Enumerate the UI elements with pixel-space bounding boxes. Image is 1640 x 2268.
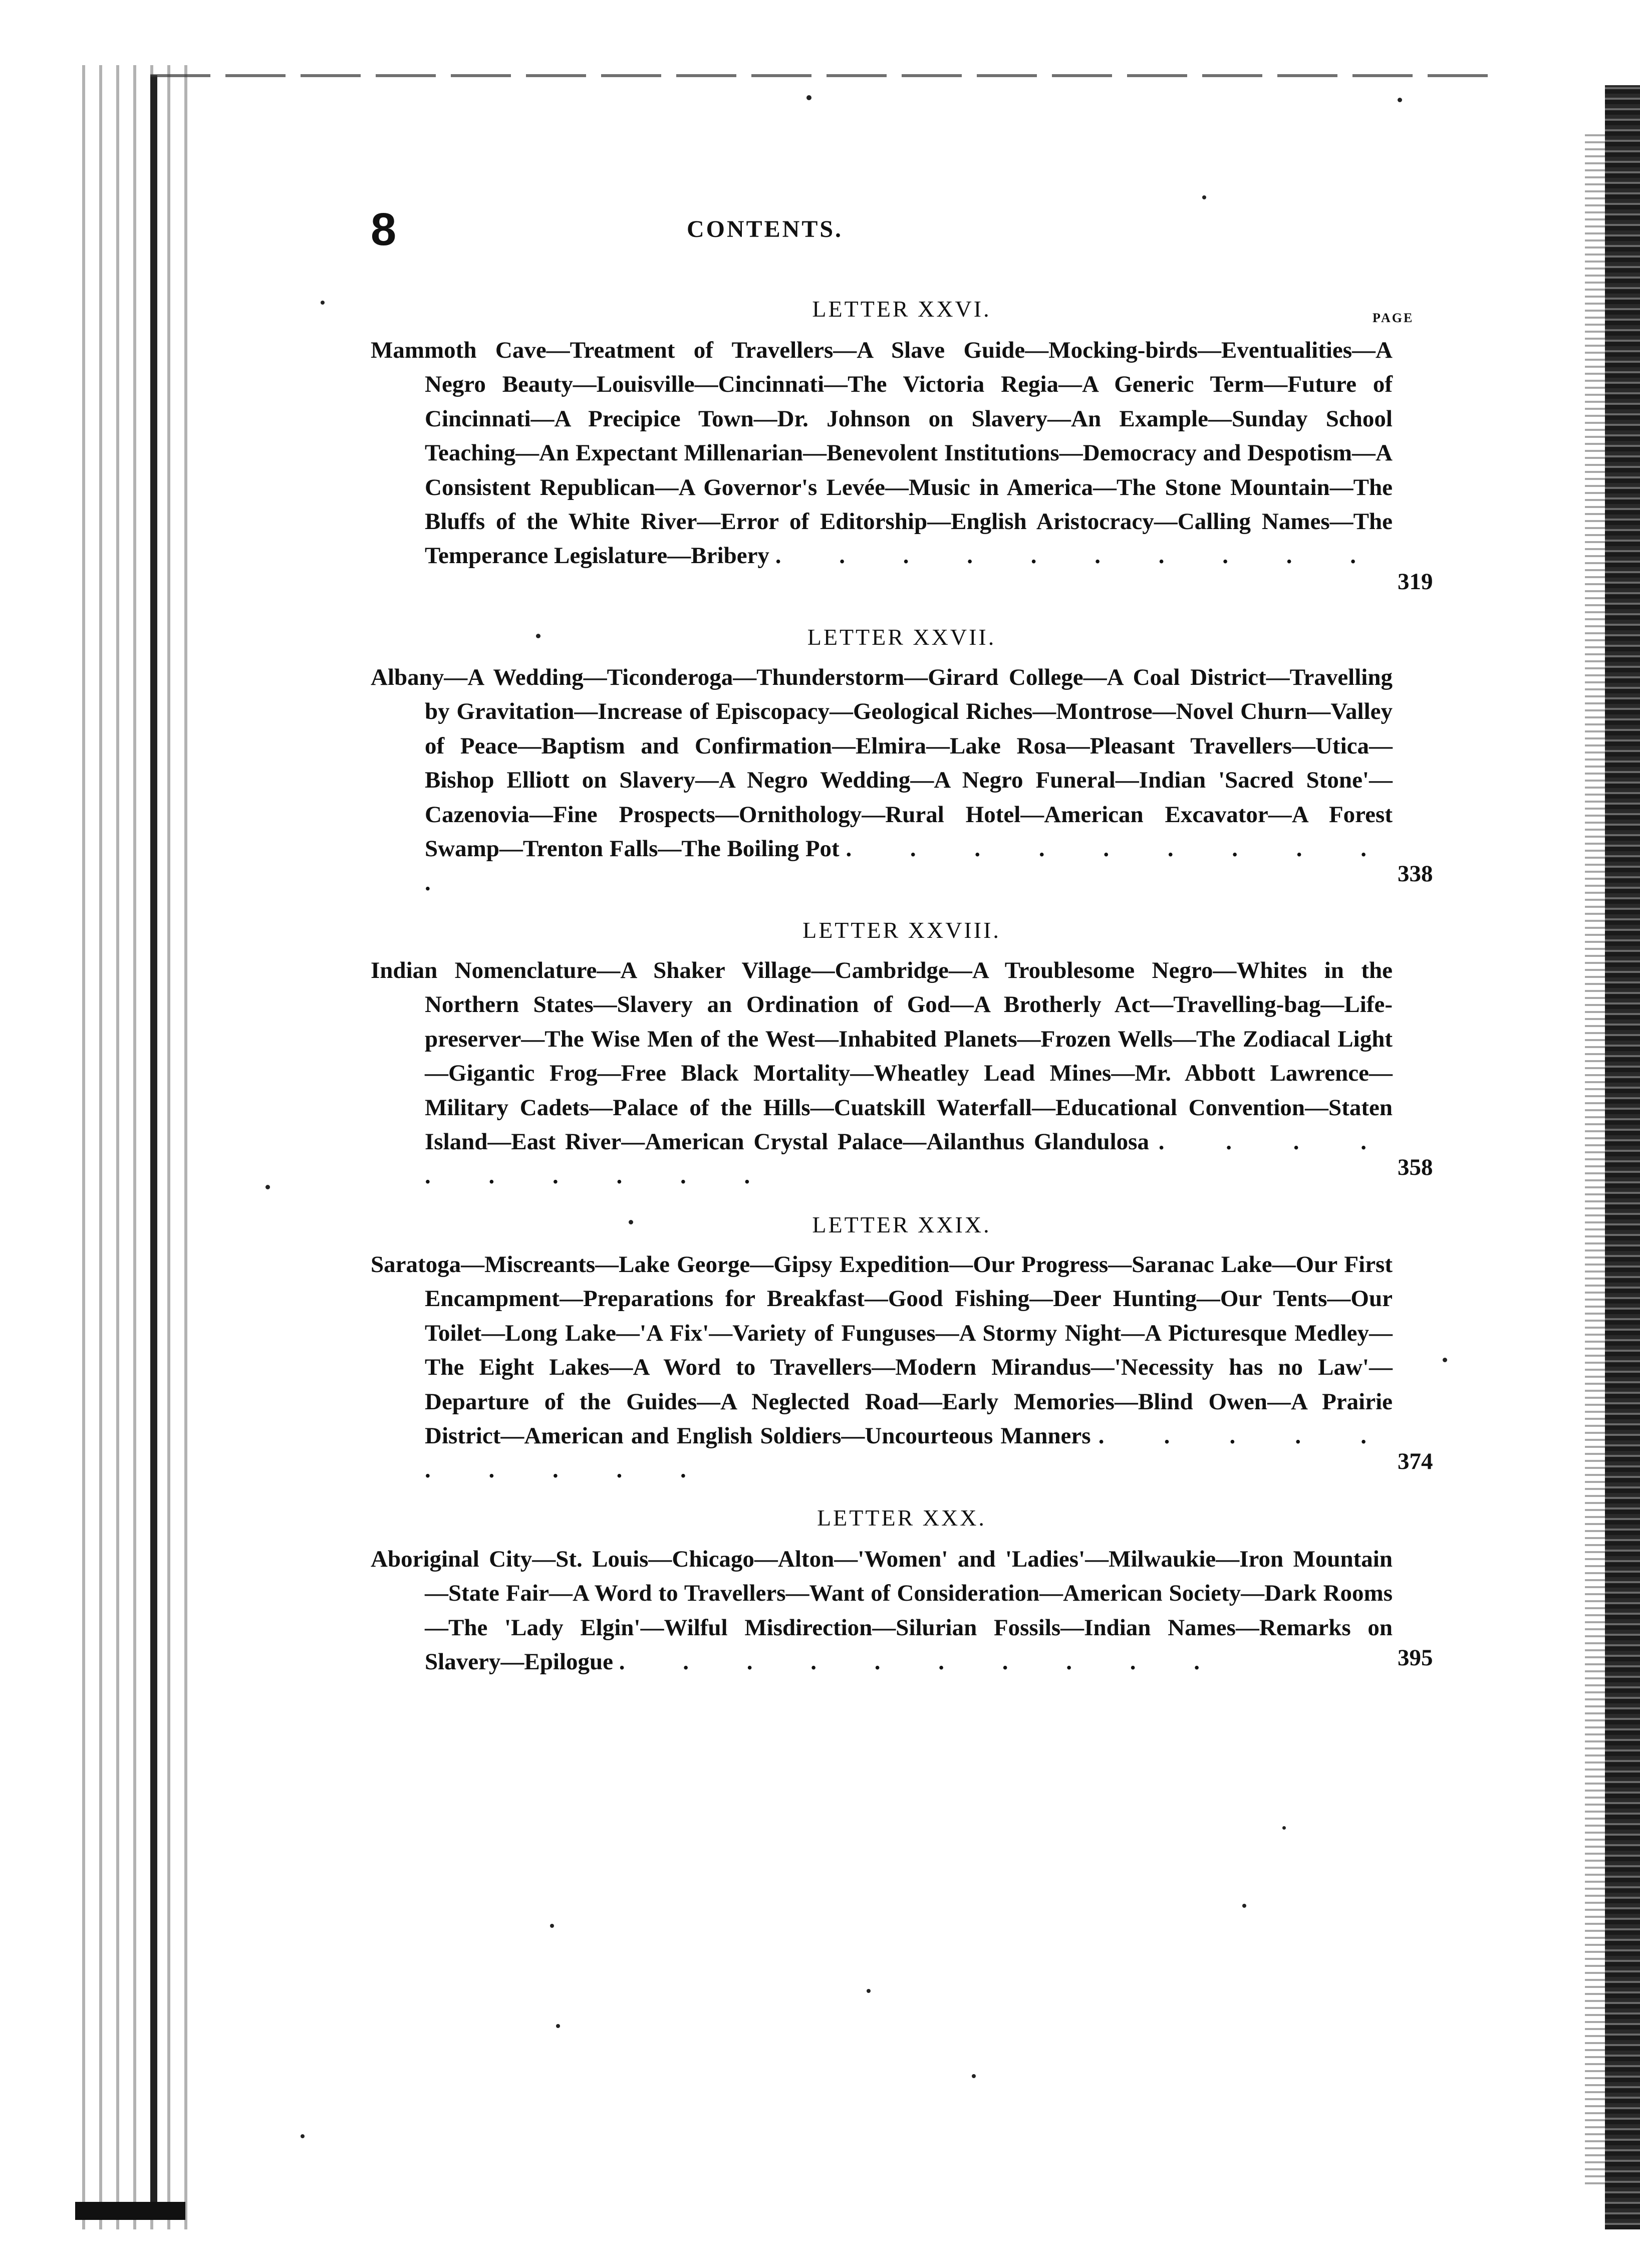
binding-rule <box>150 75 157 2214</box>
letter-summary <box>371 953 1393 1193</box>
page-column-label: PAGE <box>1373 311 1414 325</box>
page-reference: 358 <box>1398 1154 1433 1180</box>
scan-speck <box>867 1989 871 1993</box>
letter-summary-text: Indian Nomenclature—A Shaker Village—Cambridge—A Troublesome Negro—Whites in the Northern States—Slavery an Ordination of God—A Brotherly Act—Travelling-bag—Life-preserver—The Wise Men of the West—Inhabited Planets—Frozen Wells—The Zodiacal Light—Gigantic Frog—Free Black Mortality—Wheatley Lead Mines—Mr. Abbott Lawrence—Military Cadets—Palace of the Hills—Cuatskill Waterfall—Educational Convention—Staten Island—East River—American Crystal Palace—Ailanthus Glandulosa <box>371 957 1393 1155</box>
letter-heading: LETTER XXVI. <box>812 296 991 322</box>
page-edge-shadow <box>1585 130 1605 2184</box>
scan-speck <box>321 301 325 305</box>
page-edge <box>1605 85 1640 2229</box>
top-border <box>150 74 1503 77</box>
letter-heading: LETTER XXIX. <box>812 1212 991 1237</box>
scan-speck <box>972 2074 976 2078</box>
letter-summary-text: Albany—A Wedding—Ticonderoga—Thunderstorm—Girard College—A Coal District—Travelling by Gravitation—Increase of Episcopacy—Geological Riches—Montrose—Novel Churn—Valley of Peace—Baptism and Confirmation—Elmira—Lake Rosa—Pleasant Travellers—Utica—Bishop Elliott on Slavery—A Negro Wedding—A Negro Funeral—Indian 'Sacred Stone'—Cazenovia—Fine Prospects—Ornithology—Rural Hotel—American Excavator—A Forest Swamp—Trenton Falls—The Boiling Pot <box>371 664 1393 862</box>
leader-dots: . . . . . . . . . . <box>775 543 1382 569</box>
page-reference: 338 <box>1398 861 1433 887</box>
leader-dots: . . . . . . . . . . <box>619 1649 1226 1675</box>
letter-summary <box>371 1542 1393 1679</box>
scan-speck <box>806 95 811 100</box>
scan-speck <box>1282 1826 1286 1830</box>
letter-summary <box>371 1247 1393 1487</box>
letter-summary-text: Mammoth Cave—Treatment of Travellers—A Slave Guide—Mocking-birds—Eventualities—A Negro Beauty—Louisville—Cincinnati—The Victoria Regia—A Generic Term—Future of Cincinnati—A Precipice Town—Dr. Johnson on Slavery—An Example—Sunday School Teaching—An Expectant Millenarian—Benevolent Institutions—Democracy and Despotism—A Consistent Republican—A Governor's Levée—Music in America—The Stone Mountain—The Bluffs of the White River—Error of Editorship—English Aristocracy—Calling Names—The Temperance Legislature—Bribery <box>371 337 1393 569</box>
binding-shadow <box>75 65 190 2229</box>
leader-dots: . . . . . . . . . . <box>425 1423 1393 1483</box>
leader-dots: . . . . . . . . . . <box>425 836 1393 896</box>
letter-summary-text: Saratoga—Miscreants—Lake George—Gipsy Expedition—Our Progress—Saranac Lake—Our First Encampment—Preparations for Breakfast—Good Fishing—Deer Hunting—Our Tents—Our Toilet—Long Lake—'A Fix'—Variety of Funguses—A Stormy Night—A Picturesque Medley—The Eight Lakes—A Word to Travellers—Modern Mirandus—'Necessity has no Law'—Departure of the Guides—A Neglected Road—Early Memories—Blind Owen—A Prairie District—American and English Soldiers—Uncourteous Manners <box>371 1251 1393 1449</box>
letter-summary <box>371 333 1393 573</box>
scan-speck <box>1398 98 1402 102</box>
letter-summary-text: Aboriginal City—St. Louis—Chicago—Alton—'Women' and 'Ladies'—Milwaukie—Iron Mountain—State Fair—A Word to Travellers—Want of Consideration—American Society—Dark Rooms—The 'Lady Elgin'—Wilful Misdirection—Silurian Fossils—Indian Names—Remarks on Slavery—Epilogue <box>371 1546 1393 1675</box>
scan-speck <box>629 1220 633 1224</box>
scan-speck <box>265 1185 270 1189</box>
scan-speck <box>1242 1904 1246 1908</box>
binding-foot <box>75 2202 185 2220</box>
leader-dots: . . . . . . . . . . <box>425 1129 1393 1189</box>
letter-summary <box>371 660 1393 900</box>
scan-speck <box>1443 1358 1447 1362</box>
page-number: 8 <box>371 204 397 255</box>
letter-heading: LETTER XXX. <box>817 1505 986 1531</box>
page-reference: 374 <box>1398 1448 1433 1474</box>
page-reference: 395 <box>1398 1645 1433 1671</box>
scan-speck <box>550 1924 554 1928</box>
scan-speck <box>556 2024 560 2028</box>
scan-speck <box>301 2134 305 2138</box>
letter-heading: LETTER XXVII. <box>807 624 996 650</box>
running-head: CONTENTS. <box>686 216 844 242</box>
letter-heading: LETTER XXVIII. <box>802 917 1001 943</box>
scan-speck <box>1202 195 1206 199</box>
page-reference: 319 <box>1398 569 1433 595</box>
scan-speck <box>536 634 540 638</box>
